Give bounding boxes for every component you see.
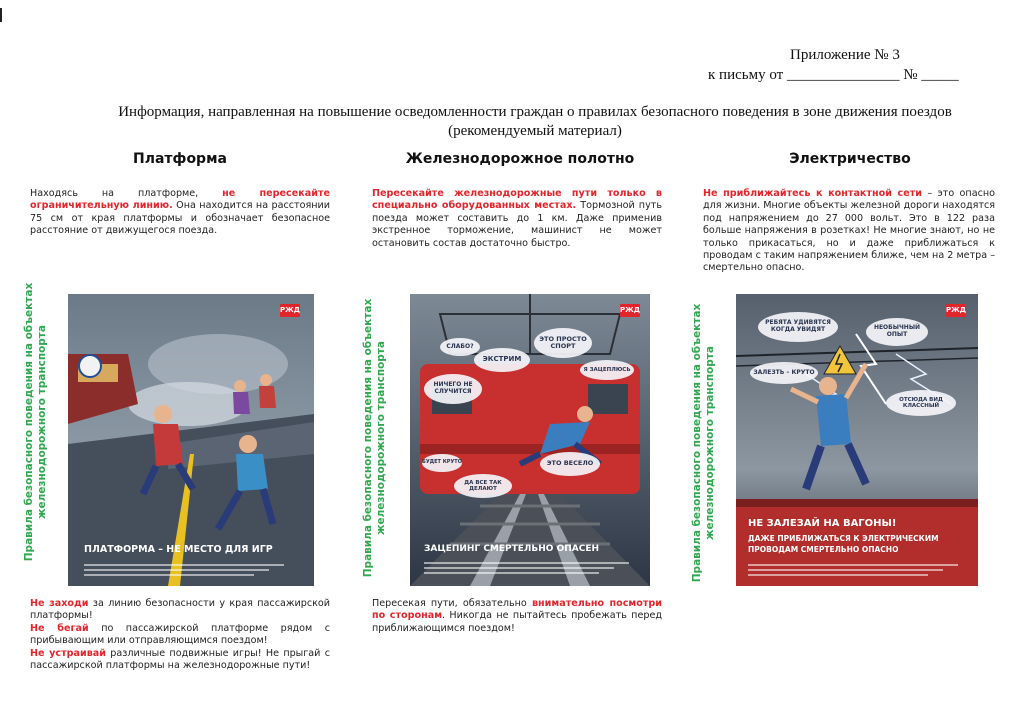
track-poster <box>410 294 650 586</box>
electricity-side-caption <box>691 303 717 583</box>
platform-poster-title: ПЛАТФОРМА – НЕ МЕСТО ДЛЯ ИГР <box>84 544 273 555</box>
electricity-poster-subtitle-line2: ПРОВОДАМ СМЕРТЕЛЬНО ОПАСНО <box>748 545 899 554</box>
side-caption-line2: железнодорожного транспорта <box>36 325 48 519</box>
platform-side-caption <box>23 282 49 562</box>
poster-fine-print <box>84 564 284 566</box>
poster-fine-print <box>424 572 599 574</box>
track-rule-text2: . Никогда не пытайтесь пробежать перед приближающимся поездом! <box>372 610 662 634</box>
appendix-letter-ref: к письму от _______________ № _____ <box>708 67 959 83</box>
electricity-poster-title: НЕ ЗАЛЕЗАЙ НА ВАГОНЫ! <box>748 518 897 529</box>
poster-fine-print <box>748 569 943 571</box>
platform-rule2-warning: Не бегай <box>30 622 89 634</box>
track-poster-illustration <box>410 294 650 586</box>
appendix-number: Приложение № 3 <box>790 47 900 63</box>
platform-rule3-text: различные подвижные игры! Не прыгай с пассажирской платформы на железнодорожные пути! <box>30 647 330 672</box>
bubble-fun: ЭТО ВЕСЕЛО <box>540 452 600 476</box>
platform-intro-text2: Она находится на расстоянии 75 см от края платформы и обозначает безопасное расстояние от движущегося поезда. <box>30 200 330 237</box>
platform-heading: Платформа <box>133 151 227 167</box>
electricity-intro-text: – это опасно для жизни. Многие объекты железной дороги находятся под напряжением до 27 000 вольт. Это в 122 раза больше напряжения в розетках! Не многие знают, но не только прикасаться, но и даже приближаться к проводам с таким напряжением ближе, чем на 2 метра – смертельно опасно. <box>703 188 995 274</box>
track-rule-warning: внимательно посмотри по сторонам <box>372 598 662 622</box>
rzd-logo: РЖД <box>280 304 300 317</box>
electricity-intro-warning: Не приближайтесь к контактной сети <box>703 188 923 199</box>
poster-fine-print <box>424 567 614 569</box>
platform-rule1-text: за линию безопасности у края пассажирской платформы! <box>30 598 330 622</box>
track-rule-text1: Пересекая пути, обязательно <box>372 598 532 609</box>
poster-fine-print <box>748 564 958 566</box>
bubble-hook-on: Я ЗАЦЕПЛЮСЬ <box>580 360 634 380</box>
poster-fine-print <box>84 574 254 576</box>
platform-rule2-text: по пассажирской платформе рядом с прибывающим или отправляющимся поездом! <box>30 622 330 647</box>
side-caption-line1: Правила безопасного поведения на объектах <box>691 303 703 583</box>
platform-intro-text1: Находясь на платформе, <box>30 188 223 199</box>
bubble-extreme: ЭКСТРИМ <box>474 348 530 372</box>
bubble-nothing-happens: НИЧЕГО НЕ СЛУЧИТСЯ <box>424 374 482 404</box>
rzd-logo: РЖД <box>946 304 966 317</box>
platform-intro-warning: не пересекайте ограничительную линию. <box>30 188 331 212</box>
platform-rules <box>30 598 330 672</box>
platform-rule1-warning: Не заходи <box>30 598 89 609</box>
document-title <box>40 103 1024 141</box>
track-rules <box>372 598 662 635</box>
track-heading: Железнодорожное полотно <box>405 151 635 167</box>
bubble-everyone-does: ДА ВСЕ ТАК ДЕЛАЮТ <box>454 474 512 498</box>
side-caption-line1: Правила безопасного поведения на объектах <box>23 282 35 562</box>
poster-fine-print <box>424 562 629 564</box>
bubble-guys-surprised: РЕБЯТА УДИВЯТСЯ КОГДА УВИДЯТ <box>758 312 838 342</box>
platform-rule3-warning: Не устраивай <box>30 647 106 659</box>
document-title-line1: Информация, направленная на повышение осведомленности граждан о правилах безопасного поведения в зоне движения поездов <box>118 104 952 120</box>
track-side-caption <box>362 298 388 578</box>
platform-poster <box>68 294 314 586</box>
bubble-climb-cool: ЗАЛЕЗТЬ – КРУТО <box>750 362 818 384</box>
electricity-intro <box>703 188 995 275</box>
side-caption-line1: Правила безопасного поведения на объектах <box>362 298 374 578</box>
page-corner-mark <box>0 8 2 22</box>
bubble-unusual-experience: НЕОБЫЧНЫЙ ОПЫТ <box>866 318 928 346</box>
rzd-logo: РЖД <box>620 304 640 317</box>
bubble-too-weak: СЛАБО? <box>440 338 480 356</box>
track-intro-text: Тормозной путь поезда может составить до 1 км. Даже применив экстренное торможение, машинист не может остановить состав достаточно быстро. <box>372 200 663 249</box>
platform-intro <box>30 188 330 238</box>
track-intro-warning: Пересекайте железнодорожные пути только в специально оборудованных местах. <box>372 188 662 212</box>
poster-fine-print <box>84 569 269 571</box>
track-intro <box>372 188 662 250</box>
electricity-poster-subtitle-line1: ДАЖЕ ПРИБЛИЖАТЬСЯ К ЭЛЕКТРИЧЕСКИМ <box>748 534 939 543</box>
bubble-cool: БУДЕТ КРУТО <box>422 454 462 472</box>
side-caption-line2: железнодорожного транспорта <box>704 346 716 540</box>
platform-poster-illustration <box>68 294 314 586</box>
poster-fine-print <box>748 574 928 576</box>
side-caption-line2: железнодорожного транспорта <box>375 341 387 535</box>
electricity-heading: Электричество <box>789 151 911 167</box>
track-poster-title: ЗАЦЕПИНГ СМЕРТЕЛЬНО ОПАСЕН <box>424 544 599 554</box>
bubble-just-sport: ЭТО ПРОСТО СПОРТ <box>534 328 592 358</box>
document-title-line2: (рекомендуемый материал) <box>448 123 622 139</box>
electricity-poster <box>736 294 978 586</box>
bubble-great-view: ОТСЮДА ВИД КЛАССНЫЙ <box>886 390 956 416</box>
